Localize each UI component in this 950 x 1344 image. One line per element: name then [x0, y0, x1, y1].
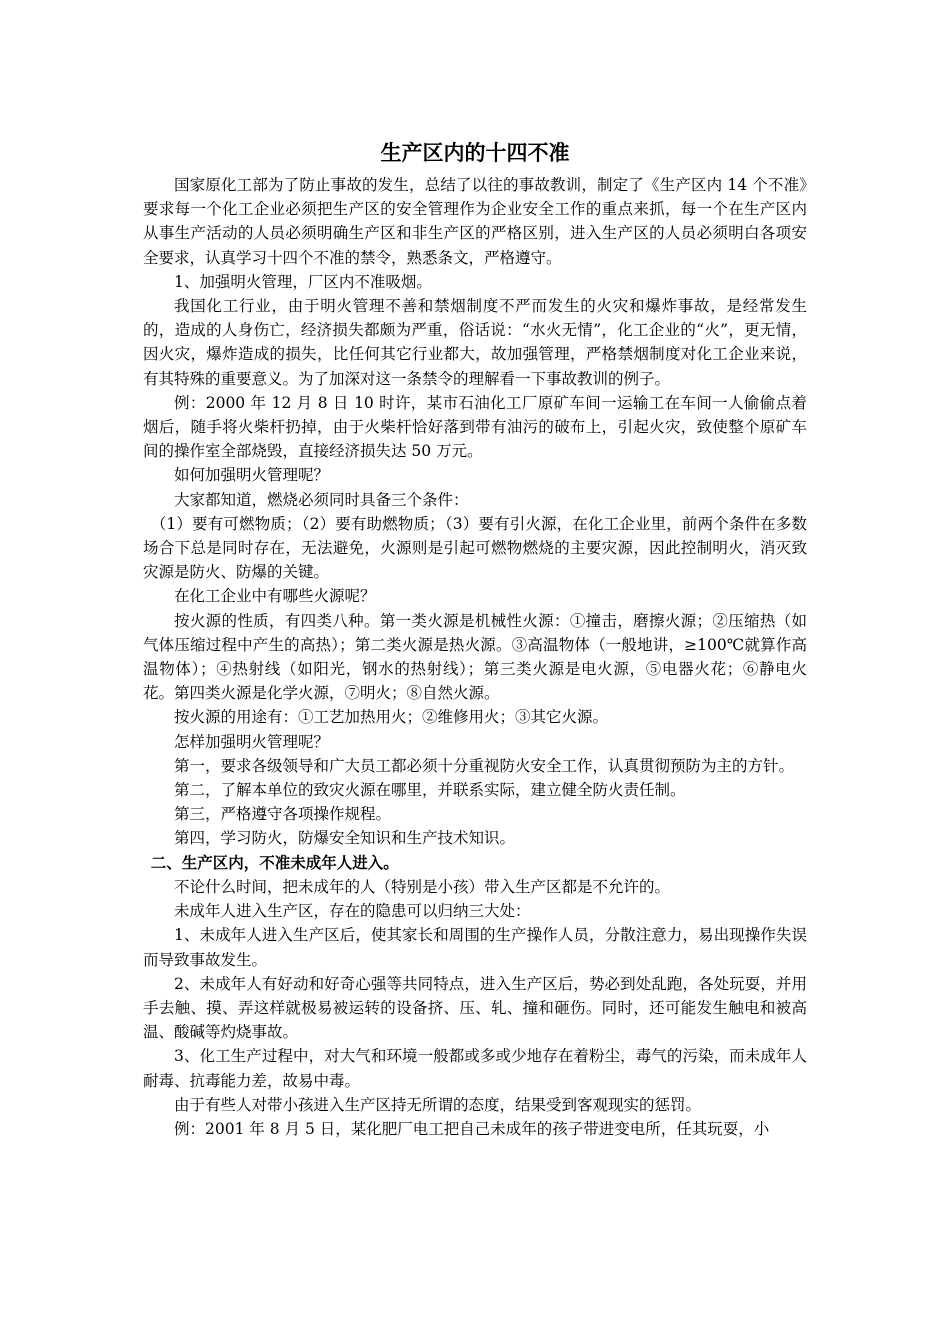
paragraph: 1、加强明火管理，厂区内不准吸烟。 — [174, 272, 432, 291]
paragraph: 未成年人进入生产区，存在的隐患可以归纳三大处： — [174, 902, 531, 921]
paragraph: 国家原化工部为了防止事故的发生，总结了以往的事故教训，制定了《生产区内 14 个不准》要求每一个化工企业必须把生产区的安全管理作为企业安全工作的重点来抓，每一个在生产区内从事生产活动的人员必须明确生产区和非生产区的严格区别，进入生产区的人员必须明白各项安全要求，认真学习十四个不准的禁令，熟悉条文，严格遵守。 — [143, 176, 807, 267]
paragraph: 例：2001 年 8 月 5 日，某化肥厂电工把自己未成年的孩子带进变电所，任其玩耍，小 — [174, 1119, 770, 1138]
paragraph: 怎样加强明火管理呢？ — [174, 732, 330, 751]
paragraph: 第一，要求各级领导和广大员工都必须十分重视防火安全工作，认真贯彻预防为主的方针。 — [174, 756, 795, 775]
paragraph: 在化工企业中有哪些火源呢？ — [174, 587, 376, 606]
paragraph: 第三，严格遵守各项操作规程。 — [174, 805, 392, 824]
paragraph: 如何加强明火管理呢？ — [174, 466, 330, 485]
paragraph: 不论什么时间，把未成年的人（特别是小孩）带入生产区都是不允许的。 — [174, 877, 671, 896]
section-heading: 二、生产区内，不准未成年人进入。 — [150, 853, 399, 872]
paragraph: 3、化工生产过程中，对大气和环境一般都或多或少地存在着粉尘，毒气的污染，而未成年人耐毒、抗毒能力差，故易中毒。 — [143, 1047, 807, 1090]
document-title: 生产区内的十四不准 — [380, 141, 570, 165]
paragraph: 第二，了解本单位的致灾火源在哪里，并联系实际，建立健全防火责任制。 — [174, 781, 686, 800]
paragraph: 第四，学习防火，防爆安全知识和生产技术知识。 — [174, 829, 516, 848]
paragraph: 1、未成年人进入生产区后，使其家长和周围的生产操作人员，分散注意力，易出现操作失误而导致事故发生。 — [143, 926, 807, 969]
paragraph: （1）要有可燃物质；（2）要有助燃物质；（3）要有引火源，在化工企业里，前两个条件在多数场合下总是同时存在，无法避免，火源则是引起可燃物燃烧的主要灾源，因此控制明火，消灭致灾源是防火、防爆的关键。 — [143, 514, 807, 582]
paragraph: 由于有些人对带小孩进入生产区持无所谓的态度，结果受到客观现实的惩罚。 — [174, 1095, 702, 1114]
paragraph: 我国化工行业，由于明火管理不善和禁烟制度不严而发生的火灾和爆炸事故，是经常发生的，造成的人身伤亡，经济损失都颇为严重，俗话说：“水火无情”，化工企业的“火”，更无情，因火灾，爆炸造成的损失，比任何其它行业都大，故加强管理，严格禁烟制度对化工企业来说，有其特殊的重要意义。为了加深对这一条禁令的理解看一下事故教训的例子。 — [143, 297, 807, 388]
paragraph: 2、未成年人有好动和好奇心强等共同特点，进入生产区后，势必到处乱跑，各处玩耍，并用手去触、摸、弄这样就极易被运转的设备挤、压、轧、撞和砸伤。同时，还可能发生触电和被高温、酸碱等灼烧事故。 — [143, 974, 807, 1042]
document-body — [143, 173, 807, 1141]
paragraph: 大家都知道，燃烧必须同时具备三个条件： — [174, 490, 469, 509]
paragraph: 按火源的用途有：①工艺加热用火；②维修用火；③其它火源。 — [174, 708, 609, 727]
paragraph: 按火源的性质，有四类八种。第一类火源是机械性火源：①撞击，磨擦火源；②压缩热（如气体压缩过程中产生的高热）；第二类火源是热火源。③高温物体（一般地讲，≥100℃就算作高温物体）；④热射线（如阳光，钢水的热射线）；第三类火源是电火源，⑤电器火花；⑥静电火花。第四类火源是化学火源，⑦明火；⑧自然火源。 — [143, 611, 807, 703]
document-page — [143, 133, 807, 1141]
paragraph: 例：2000 年 12 月 8 日 10 时许，某市石油化工厂原矿车间一运输工在车间一人偷偷点着烟后，随手将火柴杆扔掉，由于火柴杆恰好落到带有油污的破布上，引起火灾，致使整个原矿车间的操作室全部烧毁，直接经济损失达 50 万元。 — [143, 393, 807, 461]
